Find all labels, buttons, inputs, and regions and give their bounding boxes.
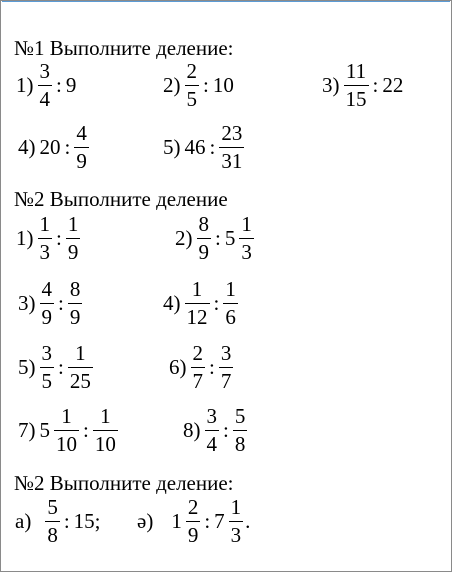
- s2-problem-6: [167, 343, 235, 392]
- numerator: 1: [61, 404, 72, 428]
- fraction: [38, 214, 53, 263]
- problem-label: 5): [18, 355, 36, 379]
- denominator: 15: [345, 87, 367, 111]
- problem-label: 5): [163, 135, 181, 159]
- section-3-title: №2 Выполните деление:: [14, 471, 234, 495]
- denominator: 3: [230, 523, 242, 547]
- fraction: [219, 343, 234, 392]
- numerator: 1: [100, 404, 111, 428]
- division-sign: :: [64, 135, 71, 159]
- division-sign: :: [209, 355, 215, 379]
- numerator: 1: [241, 212, 252, 236]
- fraction: [93, 406, 118, 455]
- section-2-title: №2 Выполните деление: [14, 187, 228, 211]
- s1-problem-1: [14, 61, 78, 110]
- denominator: 4: [39, 87, 50, 111]
- numerator: 3: [206, 404, 217, 428]
- fraction: [191, 343, 206, 392]
- fraction: [45, 497, 60, 546]
- fraction: [197, 214, 212, 263]
- problem-label: 4): [18, 135, 36, 159]
- division-sign: :: [58, 291, 64, 315]
- whole-part: 5: [39, 418, 50, 442]
- s2-problem-7: [16, 406, 120, 455]
- denominator: 10: [94, 432, 116, 456]
- problem-label: 8): [183, 418, 201, 442]
- s1-problem-5: [161, 123, 246, 172]
- fraction: [239, 214, 254, 263]
- denominator: 7: [220, 369, 232, 393]
- numerator: 2: [187, 495, 199, 519]
- denominator: 31: [221, 149, 243, 173]
- number: 22: [382, 73, 404, 97]
- denominator: 9: [187, 523, 199, 547]
- numerator: 8: [69, 277, 81, 301]
- denominator: 7: [192, 369, 203, 393]
- fraction: [185, 279, 210, 328]
- denominator: 10: [56, 432, 77, 456]
- denominator: 12: [186, 305, 208, 329]
- division-sign: :: [56, 73, 62, 97]
- division-sign: :: [83, 418, 89, 442]
- fraction: [344, 61, 369, 110]
- numerator: 3: [39, 59, 50, 83]
- problem-label: 3): [18, 291, 36, 315]
- fraction: [229, 497, 244, 546]
- problem-label: 2): [163, 73, 181, 97]
- s2-problem-5: [16, 343, 95, 392]
- fraction: [38, 61, 53, 110]
- denominator: 9: [69, 305, 81, 329]
- denominator: 9: [198, 240, 209, 264]
- numerator: 1: [230, 495, 242, 519]
- fraction: [68, 343, 93, 392]
- fraction: [68, 279, 83, 328]
- problem-label: ә): [137, 509, 154, 533]
- numerator: 1: [75, 341, 86, 365]
- division-sign: :: [203, 73, 209, 97]
- s2-problem-2: [173, 214, 256, 263]
- s3-problem-a: [13, 497, 103, 546]
- division-sign: :: [63, 509, 70, 533]
- s2-problem-3: [16, 279, 84, 328]
- numerator: 8: [198, 212, 209, 236]
- fraction: [66, 214, 81, 263]
- s2-problem-4: [161, 279, 240, 328]
- fraction: [74, 123, 89, 172]
- number: 20: [39, 135, 61, 159]
- fraction: [219, 123, 244, 172]
- division-sign: :: [204, 509, 211, 533]
- numerator: 1: [191, 277, 203, 301]
- fraction: [185, 61, 200, 110]
- s2-problem-8: [181, 406, 249, 455]
- whole-part: 1: [171, 509, 182, 533]
- top-border: [2, 1, 450, 2]
- problem-label: а): [15, 509, 32, 533]
- numerator: 2: [186, 59, 197, 83]
- section-1-title: №1 Выполните деление:: [14, 36, 234, 60]
- denominator: 6: [225, 305, 236, 329]
- division-sign: :: [56, 226, 62, 250]
- whole-part: 5: [224, 226, 236, 250]
- fraction: [186, 497, 201, 546]
- denominator: 3: [39, 240, 50, 264]
- denominator: 9: [76, 149, 87, 173]
- division-sign: :: [58, 355, 64, 379]
- numerator: 1: [39, 212, 50, 236]
- division-sign: :: [213, 291, 220, 315]
- numerator: 11: [345, 59, 367, 83]
- problem-label: 6): [169, 355, 187, 379]
- numerator: 5: [234, 404, 246, 428]
- denominator: 4: [206, 432, 217, 456]
- fraction: [205, 406, 220, 455]
- denominator: 3: [241, 240, 252, 264]
- s3-problem-ae: [135, 497, 250, 546]
- fraction: [223, 279, 238, 328]
- problem-label: 1): [16, 226, 34, 250]
- problem-label: 1): [16, 73, 34, 97]
- numerator: 5: [47, 495, 58, 519]
- number: 46: [184, 135, 206, 159]
- problem-label: 2): [175, 226, 193, 250]
- numerator: 1: [67, 212, 79, 236]
- denominator: 5: [41, 369, 52, 393]
- numerator: 2: [192, 341, 203, 365]
- problem-label: 3): [322, 73, 340, 97]
- whole-part: 7: [214, 509, 225, 533]
- fraction: [40, 343, 55, 392]
- number: 9: [65, 73, 77, 97]
- denominator: 25: [69, 369, 91, 393]
- s2-problem-1: [14, 214, 82, 263]
- s1-problem-2: [161, 61, 236, 110]
- numerator: 1: [225, 277, 236, 301]
- division-sign: :: [209, 135, 216, 159]
- denominator: 8: [234, 432, 246, 456]
- denominator: 9: [41, 305, 52, 329]
- denominator: 5: [186, 87, 197, 111]
- denominator: 8: [47, 523, 58, 547]
- s1-problem-4: [16, 123, 91, 172]
- fraction: [54, 406, 79, 455]
- numerator: 23: [221, 121, 243, 145]
- number: 10: [212, 73, 234, 97]
- division-sign: :: [372, 73, 379, 97]
- numerator: 4: [41, 277, 52, 301]
- problem-label: 4): [163, 291, 181, 315]
- period: .: [245, 509, 251, 533]
- division-sign: :: [223, 418, 229, 442]
- numerator: 4: [76, 121, 87, 145]
- denominator: 9: [67, 240, 79, 264]
- division-sign: :: [215, 226, 221, 250]
- numerator: 3: [41, 341, 52, 365]
- problem-label: 7): [18, 418, 36, 442]
- numerator: 3: [220, 341, 232, 365]
- fraction: [233, 406, 248, 455]
- number: 15;: [73, 509, 101, 533]
- fraction: [40, 279, 55, 328]
- s1-problem-3: [320, 61, 405, 110]
